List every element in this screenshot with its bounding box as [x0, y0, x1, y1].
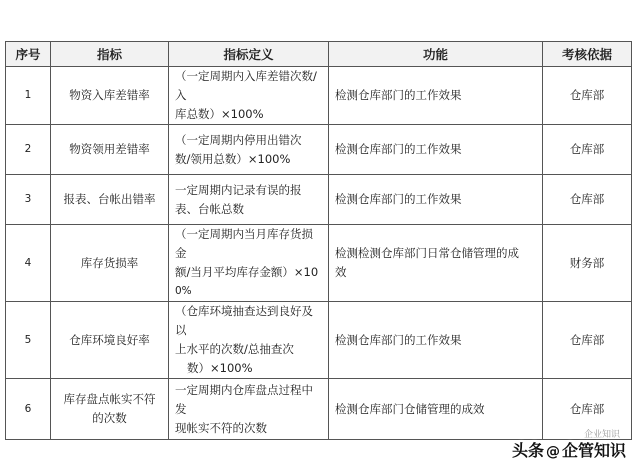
definition-line: 额/当月平均库存金额）×10	[175, 265, 319, 279]
row-index: 2	[6, 125, 51, 175]
definition-line: 表、台帐总数	[175, 201, 244, 216]
row-index: 3	[6, 175, 51, 225]
definition-line: （仓库环境抽查达到良好及以	[175, 304, 313, 337]
definition-line: 一定周期内记录有误的报	[175, 182, 302, 197]
row-indicator: 报表、台帐出错率	[51, 175, 169, 225]
watermark-overlay: 企业知识	[583, 430, 620, 440]
row-definition	[169, 67, 329, 125]
definition-line: （一定周期内当月库存货损金	[175, 227, 313, 260]
indicator-line: 库存盘点帐实不符	[63, 392, 156, 406]
header-basis: 考核依据	[543, 42, 632, 67]
row-definition	[169, 302, 329, 379]
watermark-source: 头条	[511, 441, 544, 460]
function-line: 效	[335, 265, 347, 279]
definition-line: 0%	[175, 285, 192, 297]
definition-line: 一定周期内仓库盘点过程中发	[175, 382, 313, 416]
table-row	[6, 125, 632, 175]
header-row	[6, 42, 632, 67]
definition-line: （一定周期内停用出错次	[175, 132, 302, 147]
row-index: 6	[6, 379, 51, 440]
row-index: 4	[6, 225, 51, 302]
row-definition	[169, 125, 329, 175]
row-index: 1	[6, 67, 51, 125]
row-definition	[169, 175, 329, 225]
function-line: 检测检测仓库部门日常仓储管理的成	[335, 246, 519, 260]
header-index: 序号	[6, 42, 51, 67]
row-function: 检测仓库部门的工作效果	[329, 302, 543, 379]
row-definition	[169, 379, 329, 440]
row-basis: 仓库部	[543, 67, 632, 125]
definition-line: 上水平的次数/总抽查次	[175, 342, 294, 356]
row-function: 检测仓库部门的工作效果	[329, 175, 543, 225]
at-icon: @	[545, 444, 560, 460]
row-function: 检测仓库部门的工作效果	[329, 67, 543, 125]
row-function	[329, 225, 543, 302]
row-indicator	[51, 379, 169, 440]
kpi-table	[5, 41, 632, 440]
table-row	[6, 175, 632, 225]
row-index: 5	[6, 302, 51, 379]
header-indicator: 指标	[51, 42, 169, 67]
row-indicator: 库存货损率	[51, 225, 169, 302]
row-basis: 仓库部	[543, 175, 632, 225]
header-function: 功能	[329, 42, 543, 67]
table-row	[6, 225, 632, 302]
definition-line: （一定周期内入库差错次数/入	[175, 69, 317, 102]
row-basis: 仓库部	[543, 302, 632, 379]
table-row	[6, 302, 632, 379]
table-row	[6, 379, 632, 440]
row-indicator: 仓库环境良好率	[51, 302, 169, 379]
definition-line: 库总数）×100%	[175, 107, 264, 121]
definition-line: 数/领用总数）×100%	[175, 151, 291, 166]
definition-line: 数）×100%	[187, 361, 253, 375]
row-basis: 仓库部	[543, 379, 632, 440]
row-basis: 财务部	[543, 225, 632, 302]
row-indicator: 物资领用差错率	[51, 125, 169, 175]
row-function: 检测仓库部门的工作效果	[329, 125, 543, 175]
row-indicator: 物资入库差错率	[51, 67, 169, 125]
table-row	[6, 67, 632, 125]
definition-line: 现帐实不符的次数	[175, 420, 267, 435]
indicator-line: 的次数	[92, 411, 127, 425]
row-basis: 仓库部	[543, 125, 632, 175]
row-definition	[169, 225, 329, 302]
watermark-author: 企管知识	[561, 441, 626, 460]
header-definition: 指标定义	[169, 42, 329, 67]
row-function: 检测仓库部门仓储管理的成效	[329, 379, 543, 440]
watermark	[512, 438, 626, 461]
